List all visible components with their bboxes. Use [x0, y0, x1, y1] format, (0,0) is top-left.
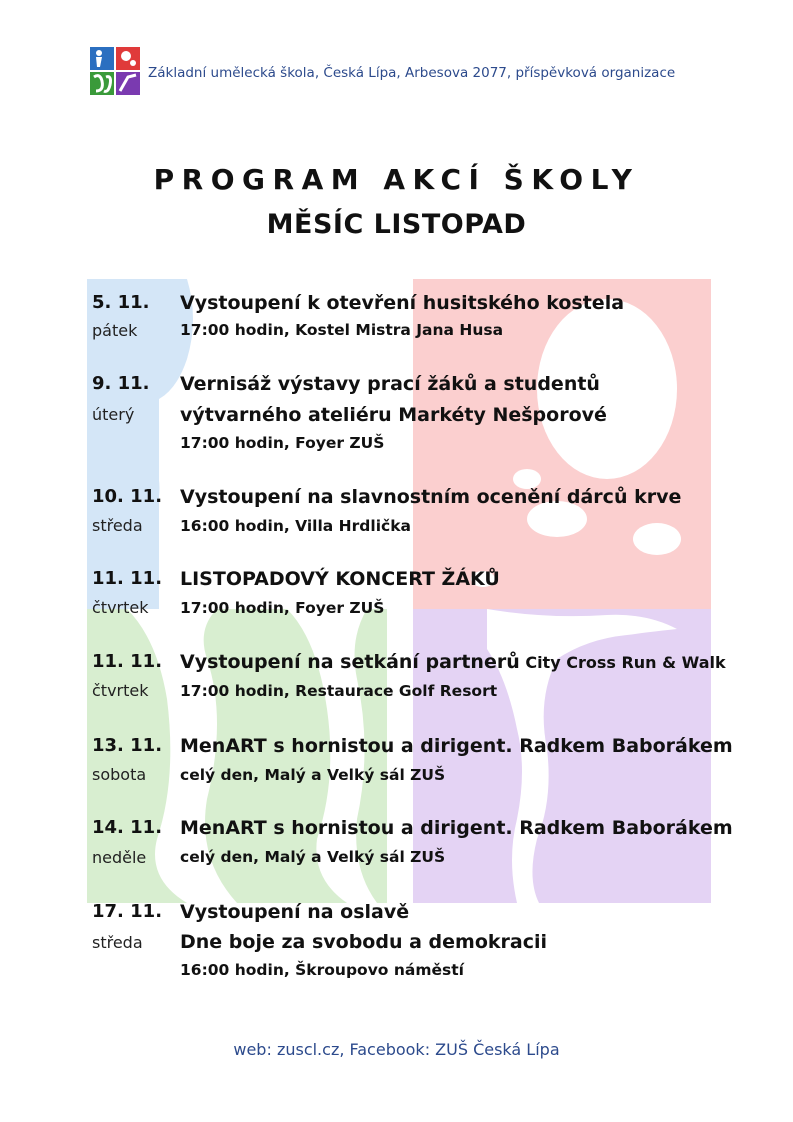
event-detail: 17:00 hodin, Restaurace Golf Resort: [180, 682, 498, 700]
event-title-extra: City Cross Run & Walk: [519, 653, 726, 672]
event-day: čtvrtek: [92, 681, 149, 700]
event-day: neděle: [92, 848, 147, 867]
event-title-line: výtvarného ateliéru Markéty Nešporové: [180, 404, 607, 426]
event-title: MenART s hornistou a dirigent. Radkem Baborákem: [180, 735, 733, 757]
event-detail: celý den, Malý a Velký sál ZUŠ: [180, 848, 446, 866]
event-detail: 17:00 hodin, Foyer ZUŠ: [180, 434, 385, 452]
event-day: středa: [92, 516, 143, 535]
event-date: 11. 11.: [92, 568, 163, 589]
event-title: LISTOPADOVÝ KONCERT ŽÁKŮ: [180, 568, 500, 590]
footer-contact: web: zuscl.cz, Facebook: ZUŠ Česká Lípa: [233, 1040, 560, 1059]
event-day: středa: [92, 933, 143, 952]
event-date: 9. 11.: [92, 373, 150, 394]
event-title: Vernisáž výstavy prací žáků a studentů: [180, 373, 600, 395]
event-day: pátek: [92, 321, 138, 340]
event-detail: 17:00 hodin, Kostel Mistra Jana Husa: [180, 321, 504, 339]
event-title: MenART s hornistou a dirigent. Radkem Baborákem: [180, 817, 733, 839]
event-title-line: Dne boje za svobodu a demokracii: [180, 931, 547, 953]
school-name: Základní umělecká škola, Česká Lípa, Arbesova 2077, příspěvková organizace: [148, 65, 676, 81]
event-title: [180, 651, 726, 673]
event-title: Vystoupení na oslavě: [180, 901, 410, 923]
page-subtitle: MĚSÍC LISTOPAD: [266, 209, 527, 240]
event-title: Vystoupení k otevření husitského kostela: [180, 292, 625, 314]
event-date: 17. 11.: [92, 901, 163, 922]
event-day: úterý: [92, 405, 135, 424]
page-title: PROGRAM AKCÍ ŠKOLY: [153, 163, 640, 196]
event-day: sobota: [92, 765, 147, 784]
event-title: Vystoupení na slavnostním ocenění dárců krve: [180, 486, 682, 508]
event-detail: 16:00 hodin, Škroupovo náměstí: [180, 961, 464, 979]
event-detail: 16:00 hodin, Villa Hrdlička: [180, 517, 411, 535]
event-day: čtvrtek: [92, 598, 149, 617]
event-date: 11. 11.: [92, 651, 163, 672]
event-date: 14. 11.: [92, 817, 163, 838]
event-date: 5. 11.: [92, 292, 150, 313]
event-date: 13. 11.: [92, 735, 163, 756]
event-list: [92, 0, 733, 1122]
event-detail: celý den, Malý a Velký sál ZUŠ: [180, 766, 446, 784]
event-detail: 17:00 hodin, Foyer ZUŠ: [180, 599, 385, 617]
event-date: 10. 11.: [92, 486, 163, 507]
event-title-main: Vystoupení na setkání partnerů: [180, 651, 520, 673]
